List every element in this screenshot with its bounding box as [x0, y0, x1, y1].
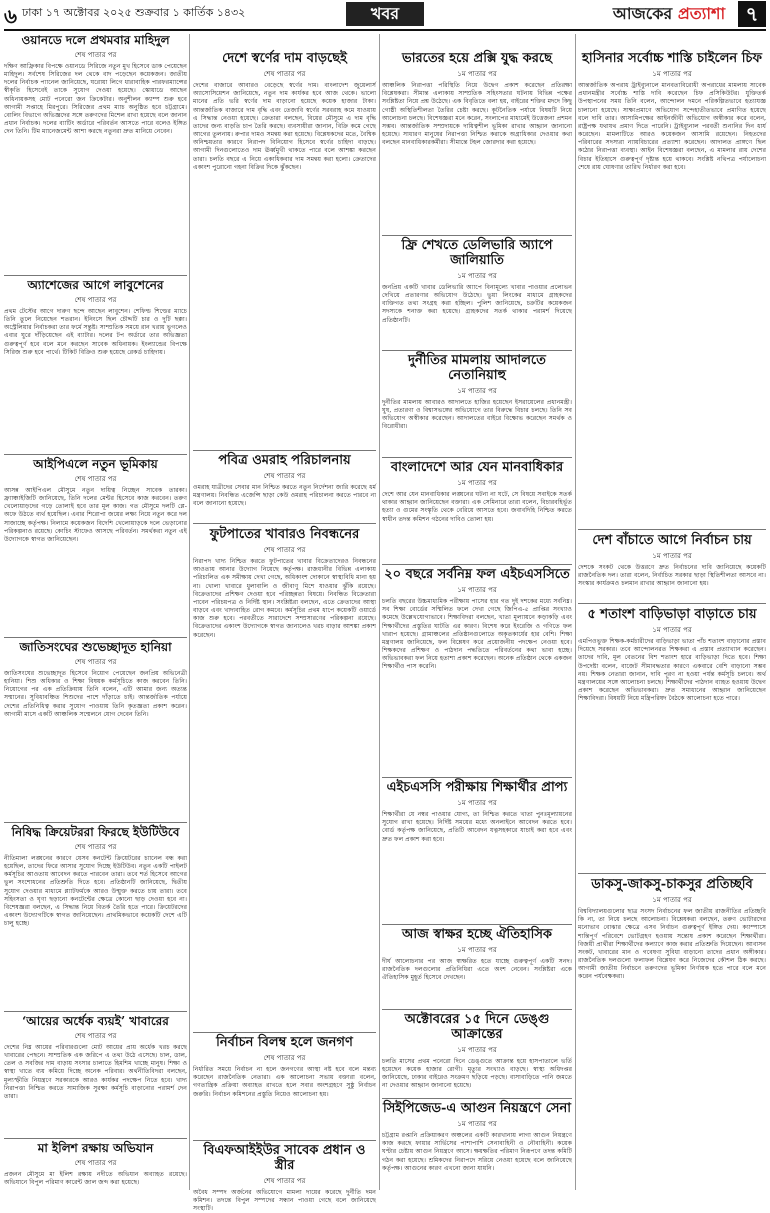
- headline: আইপিএলে নতুন ভূমিকায়: [33, 457, 158, 471]
- headline: ওয়ানডে দলে প্রথমবার মাহিদুল: [21, 33, 170, 47]
- dateline: শেষ পাতার পর: [263, 69, 306, 78]
- headline: দেশে স্বর্ণের দাম বাড়ছেই: [222, 51, 347, 66]
- article-body: চলতি বছরের উচ্চমাধ্যমিক পরীক্ষায় পাসের হার গত দুই দশকের মধ্যে সর্বনিম্ন। সব শিক্ষা বোর্ডের সম্মিলিত ফলে দেখা গেছে জিপিএ-৫ প্রাপ্তির সংখ্যাও কমেছে উল্লেখযোগ্যভাবে। শিক্ষাবিদরা বলছেন, খাতা মূল্যায়নে কড়াকড়ি এবং শিক্ষার্থীদের প্রস্তুতির ঘাটতি এর কারণ। বিশেষ করে ইংরেজি ও গণিতে ফল খারাপ হয়েছে। গ্রামাঞ্চলের প্রতিষ্ঠানগুলোতে অকৃতকার্যের হার বেশি। শিক্ষা মন্ত্রণালয় জানিয়েছে, ফল বিশ্লেষণ করে প্রয়োজনীয় পদক্ষেপ নেওয়া হবে। শিক্ষকদের প্রশিক্ষণ ও পাঠদান পদ্ধতিতে পরিবর্তনের কথা ভাবা হচ্ছে। অভিভাবকরা ফল নিয়ে হতাশা প্রকাশ করেছেন। অনেক প্রতিষ্ঠান থেকে একজন শিক্ষার্থীও পাস করেনি।: [382, 597, 572, 671]
- masthead-rule: [4, 29, 766, 31]
- dateline: ১ম পাতার পর: [457, 69, 497, 78]
- article-body: জনপ্রিয় একটি খাবার ডেলিভারি অ্যাপে বিনামূল্যে খাবার পাওয়ার প্রলোভন দেখিয়ে প্রতারণার অভিযোগ উঠেছে। ভুয়া লিংকের মাধ্যমে গ্রাহকদের ব্যক্তিগত তথ্য সংগ্রহ করা হচ্ছিল। পুলিশ জানিয়েছে, চক্রটির কয়েকজন সদস্যকে শনাক্ত করা হয়েছে। গ্রাহকদের সতর্ক থাকার পরামর্শ দিয়েছে প্রতিষ্ঠানটি।: [382, 283, 572, 324]
- dateline: ১ম পাতার পর: [457, 798, 497, 807]
- article-body: প্রজনন মৌসুমে মা ইলিশ রক্ষায় নদীতে অভিযান অব্যাহত রয়েছে। অভিযানে বিপুল পরিমাণ কারেন্ট জাল জব্দ করা হয়েছে।: [4, 1170, 187, 1186]
- article-body: শিক্ষার্থীরা যে নম্বর পাওয়ার যোগ্য, তা নিশ্চিত করতে খাতা পুনঃমূল্যায়নের সুযোগ রাখা হয়েছে। নির্দিষ্ট সময়ের মধ্যে অনলাইনে আবেদন করতে হবে। বোর্ড কর্তৃপক্ষ জানিয়েছে, প্রতিটি আবেদন যত্নসহকারে যাচাই করা হবে এবং দ্রুত ফল প্রকাশ করা হবে।: [382, 810, 572, 843]
- divider: [193, 1140, 376, 1141]
- article: [193, 1143, 376, 1213]
- article-body: চট্টগ্রাম রপ্তানি প্রক্রিয়াকরণ অঞ্চলের একটি কারখানায় লাগা আগুন নিয়ন্ত্রণে কাজ করছে ফায়ার সার্ভিসের পাশাপাশি সেনাবাহিনী ও নৌবাহিনী। কয়েক ঘণ্টার চেষ্টায় আগুন নিয়ন্ত্রণে আসে। ক্ষয়ক্ষতির পরিমাণ নিরূপণে তদন্ত কমিটি গঠন করা হয়েছে। শ্রমিকদের নিরাপদে সরিয়ে নেওয়া হয়েছে বলে জানিয়েছে কর্তৃপক্ষ। আগুনের কারণ এখনো জানা যায়নি।: [382, 1131, 572, 1172]
- dateline: ১ম পাতার পর: [457, 478, 497, 487]
- divider: [4, 1138, 187, 1139]
- dateline: শেষ পাতার পর: [74, 474, 117, 483]
- article: [578, 878, 766, 1190]
- article: [193, 1036, 376, 1136]
- article: [193, 454, 376, 520]
- article-body: দেশের বাজারে আবারও বেড়েছে স্বর্ণের দাম। বাংলাদেশ জুয়েলার্স অ্যাসোসিয়েশন জানিয়েছে, নতুন দাম কার্যকর হবে আজ থেকে। ভালো মানের প্রতি ভরি স্বর্ণের দাম বাড়ানো হয়েছে কয়েক হাজার টাকা। আন্তর্জাতিক বাজারে দাম বৃদ্ধি এবং তেজাবি স্বর্ণের সরবরাহ কমে যাওয়ায় এ সিদ্ধান্ত নেওয়া হয়েছে। ক্রেতারা বলছেন, বিয়ের মৌসুমে এ দাম বৃদ্ধি তাদের জন্য বাড়তি চাপ তৈরি করছে। ব্যবসায়ীরা জানান, বিক্রি কমে গেছে আগের তুলনায়। রুপার দামও সমন্বয় করা হয়েছে। বিশ্লেষকদের মতে, বৈশ্বিক অনিশ্চয়তার কারণে নিরাপদ বিনিয়োগ হিসেবে স্বর্ণের চাহিদা বাড়ছে। আগামী দিনগুলোতেও দাম ঊর্ধ্বমুখী থাকতে পারে বলে আশঙ্কা করছেন তারা। চলতি বছরে এ নিয়ে একাধিকবার দাম সমন্বয় করা হলো। ক্রেতাদের একাংশ পুরোনো গহনা বিক্রির দিকে ঝুঁকছেন।: [193, 81, 376, 171]
- dateline: ১ম পাতার পর: [457, 1045, 497, 1054]
- headline: ভারতের হয়ে প্রক্সি যুদ্ধ করছে: [402, 51, 552, 66]
- article: [4, 279, 187, 451]
- article-body: বিশ্ববিদ্যালয়গুলোর ছাত্র সংসদ নির্বাচনের ফল জাতীয় রাজনীতির প্রতিচ্ছবি কি না, তা নিয়ে চলছে আলোচনা। বিশ্লেষকরা বলছেন, তরুণ ভোটারদের মনোভাব বোঝার ক্ষেত্রে এসব নির্বাচন গুরুত্বপূর্ণ ইঙ্গিত দেয়। ক্যাম্পাসে শান্তিপূর্ণ পরিবেশে ভোটগ্রহণ হওয়ায় সন্তোষ প্রকাশ করেছেন শিক্ষার্থীরা। বিজয়ী প্রার্থীরা শিক্ষার্থীদের কল্যাণে কাজ করার প্রতিশ্রুতি দিয়েছেন। আবাসন সংকট, খাবারের মান ও গবেষণা সুবিধা বাড়ানো তাদের প্রধান অঙ্গীকার। রাজনৈতিক দলগুলো ফলাফল বিশ্লেষণ করে নিজেদের কৌশল ঠিক করছে। আগামী জাতীয় নির্বাচনে তরুণদের ভূমিকা নির্ণায়ক হতে পারে বলে মনে করেন পর্যবেক্ষকরা।: [578, 907, 766, 981]
- column-1: [4, 34, 187, 1190]
- article-body: দেশকে সংকট থেকে উত্তরণে দ্রুত নির্বাচনের দাবি জানিয়েছে কয়েকটি রাজনৈতিক দল। তারা বলেন, নির্বাচিত সরকার ছাড়া স্থিতিশীলতা আসবে না। সংস্কার কার্যক্রমও চলমান রাখার আহ্বান জানানো হয়।: [578, 563, 766, 588]
- dateline: ১ম পাতার পর: [457, 1119, 497, 1128]
- dateline: শেষ পাতার পর: [74, 1158, 117, 1167]
- headline: নির্বাচন বিলম্ব হলে জনগণ: [216, 1035, 353, 1050]
- article: [578, 534, 766, 600]
- headline: জাতিসংঘের শুভেচ্ছাদূত হানিয়া: [19, 640, 172, 654]
- newspaper-logo: [604, 3, 734, 25]
- divider: [382, 1009, 572, 1010]
- masthead: [0, 0, 770, 30]
- divider: [382, 1098, 572, 1099]
- headline: মা ইলিশ রক্ষায় অভিযান: [37, 1141, 154, 1155]
- headline: পবিত্র ওমরাহ পরিচালনায়: [218, 453, 351, 468]
- article-body: নির্ধারিত সময়ে নির্বাচন না হলে জনগণের আস্থা নষ্ট হবে বলে মন্তব্য করেছেন রাজনৈতিক নেতারা। এক আলোচনা সভায় বক্তারা বলেন, গণতান্ত্রিক প্রক্রিয়া অব্যাহত রাখতে হলে সবার অংশগ্রহণে সুষ্ঠু নির্বাচন জরুরি। নির্বাচন কমিশনের প্রস্তুতি নিয়েও আলোচনা হয়।: [193, 1065, 376, 1098]
- column-2: [193, 34, 376, 1213]
- divider: [382, 564, 572, 565]
- article-body: ওমরাহ যাত্রীদের সেবার মান নিশ্চিত করতে নতুন নির্দেশনা জারি করেছে ধর্ম মন্ত্রণালয়। নিবন্ধিত এজেন্সি ছাড়া কেউ ওমরাহ পরিচালনা করতে পারবে না বলে জানানো হয়েছে।: [193, 483, 376, 508]
- headline: সিইপিজেড-এ আগুন নিয়ন্ত্রণে সেনা: [383, 1101, 571, 1116]
- article-body: চলতি মাসের প্রথম পনেরো দিনে ডেঙ্গুতে আক্রান্ত হয়ে হাসপাতালে ভর্তি হয়েছেন কয়েক হাজার রোগী। মৃত্যুর সংখ্যাও বাড়ছে। স্বাস্থ্য অধিদপ্তর জানিয়েছে, ঢাকার বাইরেও সংক্রমণ ছড়িয়ে পড়ছে। বাসাবাড়িতে পানি জমতে না দেওয়ার আহ্বান জানানো হয়েছে।: [382, 1057, 572, 1090]
- article-body: অবৈধ সম্পদ অর্জনের অভিযোগে মামলা দায়ের করেছে দুর্নীতি দমন কমিশন। তদন্তে বিপুল সম্পদের সন্ধান পাওয়া গেছে বলে জানিয়েছে সংস্থাটি।: [193, 1188, 376, 1213]
- divider: [4, 1011, 187, 1012]
- dateline: শেষ পাতার পর: [74, 50, 117, 59]
- article: [382, 52, 572, 232]
- dateline: শেষ পাতার পর: [263, 1176, 306, 1185]
- dateline: শেষ পাতার পর: [263, 1053, 306, 1062]
- article: [578, 52, 766, 526]
- headline: নিষিদ্ধ ক্রিয়েটররা ফিরছে ইউটিউবে: [11, 825, 180, 839]
- dateline: শেষ পাতার পর: [263, 545, 306, 554]
- headline: অক্টোবরের ১৫ দিনে ডেঙ্গু আক্রান্তের: [404, 1012, 550, 1042]
- article: [382, 928, 572, 1006]
- article: [382, 461, 572, 561]
- headline: দেশ বাঁচাতে আগে নির্বাচন চায়: [592, 533, 752, 548]
- article: [382, 781, 572, 921]
- article-body: আন্তর্জাতিক অপরাধ ট্রাইব্যুনালে মানবতাবিরোধী অপরাধের মামলায় সাবেক প্রধানমন্ত্রীর সর্বোচ্চ শাস্তি দাবি করেছেন চিফ প্রসিকিউটর। যুক্তিতর্ক উপস্থাপনের সময় তিনি বলেন, আন্দোলন দমনে পরিকল্পিতভাবে হত্যাযজ্ঞ চালানো হয়েছে। সাক্ষ্যপ্রমাণে অভিযোগ সন্দেহাতীতভাবে প্রমাণিত হয়েছে বলে দাবি তার। আসামিপক্ষের আইনজীবী অভিযোগ অস্বীকার করে বলেন, রাষ্ট্রপক্ষ যথাযথ প্রমাণ দিতে পারেনি। ট্রাইব্যুনাল পরবর্তী শুনানির দিন ধার্য করেছেন। মামলাটিতে আরও কয়েকজন আসামি রয়েছেন। নিহতদের পরিবারের সদস্যরা ন্যায়বিচারের প্রত্যাশা করেছেন। আদালত প্রাঙ্গণে ছিল কঠোর নিরাপত্তা ব্যবস্থা। আইন বিশেষজ্ঞরা বলছেন, এ মামলার রায় দেশের বিচার ইতিহাসে গুরুত্বপূর্ণ দৃষ্টান্ত হয়ে থাকবে। সংশ্লিষ্ট নথিপত্র পর্যালোচনা শেষে রায় ঘোষণার তারিখ নির্ধারণ করা হবে।: [578, 81, 766, 171]
- dateline: শেষ পাতার পর: [74, 295, 117, 304]
- section-label: খবর: [346, 2, 424, 26]
- dateline: ১ম পাতার পর: [652, 551, 692, 560]
- article-body: দুর্নীতির মামলায় আবারও আদালতে হাজির হয়েছেন ইসরায়েলের প্রধানমন্ত্রী। ঘুষ, প্রতারণা ও বিশ্বাসভঙ্গের অভিযোগে তার বিরুদ্ধে বিচার চলছে। তিনি সব অভিযোগ অস্বীকার করেছেন। আদালতের বাইরে বিক্ষোভ করেছেন সমর্থক ও বিরোধীরা।: [382, 398, 572, 431]
- article: [193, 52, 376, 447]
- article: [382, 1102, 572, 1190]
- article: [382, 1013, 572, 1095]
- headline: বিএফআইইউর সাবেক প্রধান ও স্ত্রীর: [203, 1143, 366, 1173]
- article-body: প্রথম টেস্টের আগে দারুণ ছন্দে আছেন লাবুশেন। শেফিল্ড শিল্ডের ম্যাচে তিনি তুলে নিয়েছেন শতরান। ইনিংসে ছিল চৌদ্দটি চার ও দুটি ছক্কা। অস্ট্রেলিয়ার নির্বাচকরা তার ফর্মে সন্তুষ্ট। সাম্প্রতিক সময়ে রান খরায় ভুগলেও এবার ঘুরে দাঁড়িয়েছেন এই ব্যাটার। দলের টপ অর্ডারে তার অভিজ্ঞতা গুরুত্বপূর্ণ হবে বলে মনে করছেন সাবেক অধিনায়ক। ইংল্যান্ডের বিপক্ষে সিরিজ শুরু হবে পার্থে। টিকিট বিক্রিও শুরু হয়েছে রেকর্ড চাহিদায়।: [4, 307, 187, 356]
- headline: অ্যাশেজের আগে লাবুশেনের: [27, 278, 164, 292]
- divider: [4, 637, 187, 638]
- divider: [193, 450, 376, 451]
- article: [4, 34, 187, 272]
- headline: বাংলাদেশে আর যেন মানবাধিকার: [390, 460, 564, 475]
- dateline: শেষ পাতার পর: [74, 657, 117, 666]
- article: [4, 458, 187, 634]
- dateline: শেষ পাতার পর: [74, 1031, 117, 1040]
- headline: ফ্রি শেখতে ডেলিভারি অ্যাপে জালিয়াতি: [401, 238, 553, 268]
- headline: ‘আয়ের অর্ধেক ব্যয়ই’ খাবারের: [22, 1014, 169, 1028]
- dateline: ১ম পাতার পর: [652, 625, 692, 634]
- column-3: [382, 34, 572, 1190]
- column-rule: [575, 34, 576, 1190]
- article: [578, 608, 766, 870]
- dateline: শেষ পাতার পর: [263, 471, 306, 480]
- article: [382, 239, 572, 347]
- headline: ৫ শতাংশ বাড়িভাড়া বাড়াতে চায়: [587, 607, 757, 622]
- dateline: ১ম পাতার পর: [652, 69, 692, 78]
- divider: [4, 454, 187, 455]
- headline: ২০ বছরে সর্বনিম্ন ফল এইচএসসিতে: [384, 567, 570, 582]
- article-body: জাতিসংঘের শুভেচ্ছাদূত হিসেবে নিয়োগ পেয়েছেন জনপ্রিয় অভিনেত্রী হানিয়া। শিশু অধিকার ও শিক্ষা বিষয়ক কর্মসূচিতে কাজ করবেন তিনি। নিয়োগের পর এক প্রতিক্রিয়ায় তিনি বলেন, এটি আমার জন্য অত্যন্ত সম্মানের। সুবিধাবঞ্চিত শিশুদের পাশে দাঁড়াতে চাই। আন্তর্জাতিক পর্যায়ে দেশের প্রতিনিধিত্ব করার সুযোগ পাওয়ায় তিনি কৃতজ্ঞতা প্রকাশ করেন। আগামী মাসে একটি আঞ্চলিক সম্মেলনে যোগ দেবেন তিনি।: [4, 669, 187, 718]
- divider: [382, 924, 572, 925]
- divider: [578, 529, 766, 530]
- divider: [382, 457, 572, 458]
- column-rule: [189, 34, 190, 1190]
- divider: [193, 523, 376, 524]
- article-body: নিরাপদ খাদ্য নিশ্চিত করতে ফুটপাতের খাবার বিক্রেতাদেরও নিবন্ধনের আওতায় আনার উদ্যোগ নিয়েছে কর্তৃপক্ষ। রাজধানীর বিভিন্ন এলাকায় পরিচালিত এক সমীক্ষায় দেখা গেছে, অধিকাংশ দোকানে স্বাস্থ্যবিধি মানা হয় না। খোলা খাবারে ধুলাবালি ও জীবাণু মিশে যাওয়ার ঝুঁকি রয়েছে। বিক্রেতাদের প্রশিক্ষণ দেওয়া হবে পরিচ্ছন্নতা বিষয়ে। নিবন্ধিত বিক্রেতারা পাবেন পরিচয়পত্র ও নির্দিষ্ট স্থান। সংশ্লিষ্টরা বলছেন, এতে ক্রেতাদের আস্থা বাড়বে এবং খাদ্যবাহিত রোগ কমবে। কর্মসূচির প্রথম ধাপে কয়েকটি ওয়ার্ডে কাজ শুরু হবে। পরবর্তীতে সারাদেশে সম্প্রসারণের পরিকল্পনা রয়েছে। বিক্রেতাদের একাংশ উদ্যোগকে স্বাগত জানালেও খরচ বাড়ার আশঙ্কা প্রকাশ করেছেন।: [193, 557, 376, 639]
- column-4: [578, 34, 766, 1190]
- divider: [193, 1032, 376, 1033]
- article-body: দীর্ঘ আলোচনার পর আজ স্বাক্ষরিত হতে যাচ্ছে গুরুত্বপূর্ণ একটি সনদ। রাজনৈতিক দলগুলোর প্রতিনিধিরা এতে অংশ নেবেন। সংশ্লিষ্টরা একে ঐতিহাসিক মুহূর্ত হিসেবে দেখছেন।: [382, 957, 572, 982]
- page-number-left: ৬: [4, 4, 18, 28]
- article: [4, 826, 187, 1008]
- column-rule: [379, 34, 380, 1190]
- headline: আজ স্বাক্ষর হচ্ছে ঐতিহাসিক: [401, 927, 553, 942]
- article-body: আসন্ন আইপিএল মৌসুমে নতুন দায়িত্ব নিচ্ছেন সাবেক তারকা। ফ্র্যাঞ্চাইজিটি জানিয়েছে, তিনি দলের মেন্টর হিসেবে কাজ করবেন। তরুণ খেলোয়াড়দের গড়ে তোলাই হবে তার মূল কাজ। গত মৌসুমে দলটি প্লে-অফে উঠতে ব্যর্থ হয়েছিল। এবার শিরোপা জয়ের লক্ষ্য নিয়ে নতুন করে দল সাজাচ্ছে কর্তৃপক্ষ। নিলামে কয়েকজন বিদেশি খেলোয়াড়কে দলে ভেড়ানোর পরিকল্পনাও রয়েছে। কোচিং স্টাফেও আসছে পরিবর্তন। সমর্থকরা নতুন এই উদ্যোগকে স্বাগত জানিয়েছেন।: [4, 486, 187, 543]
- divider: [382, 350, 572, 351]
- divider: [4, 275, 187, 276]
- article-body: দেশে আর যেন মানবাধিকার লঙ্ঘনের ঘটনা না ঘটে, সে বিষয়ে সবাইকে সতর্ক থাকার আহ্বান জানিয়েছেন বক্তারা। এক সেমিনারে তারা বলেন, বিচারবহির্ভূত হত্যা ও গুমের সংস্কৃতি থেকে বেরিয়ে আসতে হবে। জবাবদিহি নিশ্চিত করতে স্বাধীন তদন্ত কমিশন গঠনের দাবিও তোলা হয়।: [382, 490, 572, 523]
- dateline: ১ম পাতার পর: [652, 895, 692, 904]
- divider: [382, 235, 572, 236]
- dateline: শেষ পাতার পর: [74, 842, 117, 851]
- article-body: আঞ্চলিক নিরাপত্তা পরিস্থিতি নিয়ে উদ্বেগ প্রকাশ করেছেন প্রতিরক্ষা বিশ্লেষকরা। সীমান্ত এলাকায় সাম্প্রতিক সহিংসতার ঘটনায় বিভিন্ন পক্ষের সংশ্লিষ্টতা নিয়ে প্রশ্ন উঠেছে। এক বিবৃতিতে বলা হয়, বাইরের শক্তির মদদে কিছু গোষ্ঠী অস্থিতিশীলতা তৈরির চেষ্টা করছে। কূটনৈতিক পর্যায়ে বিষয়টি নিয়ে আলোচনা চলছে। বিশেষজ্ঞরা মনে করেন, সংলাপের মাধ্যমেই উত্তেজনা প্রশমন সম্ভব। আন্তর্জাতিক সম্প্রদায়কে দায়িত্বশীল ভূমিকা রাখার আহ্বান জানানো হয়েছে। সাধারণ মানুষের নিরাপত্তা নিশ্চিত করাকে অগ্রাধিকার দেওয়ার কথা বলছেন মানবাধিকারকর্মীরা। সীমান্তে টহল জোরদার করা হয়েছে।: [382, 81, 572, 147]
- article: [4, 641, 187, 819]
- dateline: ১ম পাতার পর: [457, 945, 497, 954]
- article: [382, 354, 572, 454]
- headline: দুর্নীতির মামলায় আদালতে নেতানিয়াহু: [408, 353, 546, 383]
- divider: [578, 603, 766, 604]
- article: [193, 528, 376, 1028]
- article-body: দক্ষিণ আফ্রিকার বিপক্ষে ওয়ানডে সিরিজে নতুন মুখ হিসেবে ডাক পেয়েছেন মাহিদুল। সর্বশেষ সিরিজের দল থেকে বাদ পড়েছেন কয়েকজন। জাতীয় দলের নির্বাচক প্যানেল জানিয়েছে, ঘরোয়া লিগে ধারাবাহিক পারফরম্যান্সের স্বীকৃতি হিসেবেই তাকে সুযোগ দেওয়া হয়েছে। স্কোয়াডে আছেন অধিনায়কসহ মোট পনেরো জন ক্রিকেটার। অনুশীলন ক্যাম্প শুরু হবে আগামী সপ্তাহে মিরপুরে। সিরিজের প্রথম ম্যাচ অনুষ্ঠিত হবে চট্টগ্রামে। বোলিং বিভাগে অভিজ্ঞদের সঙ্গে তরুণদের মিশেল রাখা হয়েছে বলে জানান প্রধান নির্বাচক। দলের ব্যাটিং অর্ডারে পরিবর্তন আসতে পারে বলেও ইঙ্গিত দেন তিনি। টিম ম্যানেজমেন্ট আশা করছে নতুনরা দ্রুত মানিয়ে নেবেন।: [4, 62, 187, 136]
- article: [4, 1015, 187, 1135]
- article: [4, 1142, 187, 1190]
- headline: ডাকসু-জাকসু-চাকসুর প্রতিচ্ছবি: [591, 877, 753, 892]
- brand-prefix: আজকের: [612, 4, 673, 23]
- headline: ফুটপাতের খাবারও নিবন্ধনের: [209, 527, 360, 542]
- divider: [382, 777, 572, 778]
- headline: হাসিনার সর্বোচ্চ শাস্তি চাইলেন চিফ: [582, 51, 762, 66]
- article-body: দেশের নিম্ন আয়ের পরিবারগুলো মোট আয়ের প্রায় অর্ধেক খরচ করছে খাবারের পেছনে। সাম্প্রতিক এক জরিপে এ তথ্য উঠে এসেছে। চাল, ডাল, তেল ও সবজির দাম বাড়ায় সংসার চালাতে হিমশিম খাচ্ছে মানুষ। শিক্ষা ও স্বাস্থ্য খাতে ব্যয় কমিয়ে দিচ্ছে অনেক পরিবার। অর্থনীতিবিদরা বলছেন, মূল্যস্ফীতি নিয়ন্ত্রণে সরকারকে আরও কার্যকর পদক্ষেপ নিতে হবে। খাদ্য নিরাপত্তা নিশ্চিত করতে সামাজিক সুরক্ষা কর্মসূচি বাড়ানোর পরামর্শ দেন তারা।: [4, 1043, 187, 1100]
- dateline: ১ম পাতার পর: [457, 271, 497, 280]
- headline: এইচএসসি পরীক্ষায় শিক্ষার্থীর প্রাপ্য: [386, 780, 568, 795]
- article: [382, 568, 572, 774]
- article-body: নীতিমালা লঙ্ঘনের কারণে যেসব কনটেন্ট ক্রিয়েটরের চ্যানেল বন্ধ করা হয়েছিল, তাদের ফিরে আসার সুযোগ দিচ্ছে ইউটিউব। নতুন একটি পাইলট কর্মসূচির আওতায় আবেদন করতে পারবেন তারা। তবে শর্ত হিসেবে আগের ভুল সংশোধনের প্রতিশ্রুতি দিতে হবে। প্রতিষ্ঠানটি জানিয়েছে, দ্বিতীয় সুযোগ দেওয়ার মাধ্যমে প্ল্যাটফর্মকে আরও উন্মুক্ত করতে চায় তারা। তবে সহিংসতা ও ঘৃণা ছড়ানো কনটেন্টের ক্ষেত্রে কোনো ছাড় দেওয়া হবে না। বিশেষজ্ঞরা বলছেন, এ সিদ্ধান্ত নিয়ে বিতর্ক তৈরি হতে পারে। ক্রিয়েটরদের একাংশ উদ্যোগটিকে স্বাগত জানিয়েছেন। প্রাথমিকভাবে কয়েকটি দেশে এটি চালু হচ্ছে।: [4, 854, 187, 928]
- article-body: এমপিওভুক্ত শিক্ষক-কর্মচারীদের বাড়িভাড়া ভাতা পাঁচ শতাংশ বাড়ানোর প্রস্তাব দিয়েছে সরকার। তবে আন্দোলনরত শিক্ষকরা এ প্রস্তাব প্রত্যাখ্যান করেছেন। তাদের দাবি, মূল বেতনের বিশ শতাংশ হারে বাড়িভাড়া দিতে হবে। শিক্ষা উপদেষ্টা বলেন, বাজেট সীমাবদ্ধতার কারণে একবারে বেশি বাড়ানো সম্ভব নয়। শিক্ষক নেতারা জানান, দাবি পূরণ না হওয়া পর্যন্ত কর্মসূচি চলবে। অর্থ মন্ত্রণালয়ের সঙ্গে আলোচনা চলছে। শিক্ষার্থীদের পাঠদান ব্যাহত হওয়ায় উদ্বেগ প্রকাশ করেছেন অভিভাবকরা। দ্রুত সমাধানের আহ্বান জানিয়েছেন শিক্ষাবিদরা। বিষয়টি নিয়ে মন্ত্রিপরিষদ বৈঠকে আলোচনা হতে পারে।: [578, 637, 766, 703]
- brand-accent: প্রত্যাশা: [677, 4, 726, 23]
- dateline: ১ম পাতার পর: [457, 386, 497, 395]
- dateline: ১ম পাতার পর: [457, 585, 497, 594]
- page-number-right: ৭: [738, 1, 766, 27]
- date-line: ঢাকা ১৭ অক্টোবর ২০২৫ শুক্রবার ১ কার্তিক ১৪৩২: [22, 6, 246, 19]
- divider: [578, 873, 766, 874]
- divider: [4, 822, 187, 823]
